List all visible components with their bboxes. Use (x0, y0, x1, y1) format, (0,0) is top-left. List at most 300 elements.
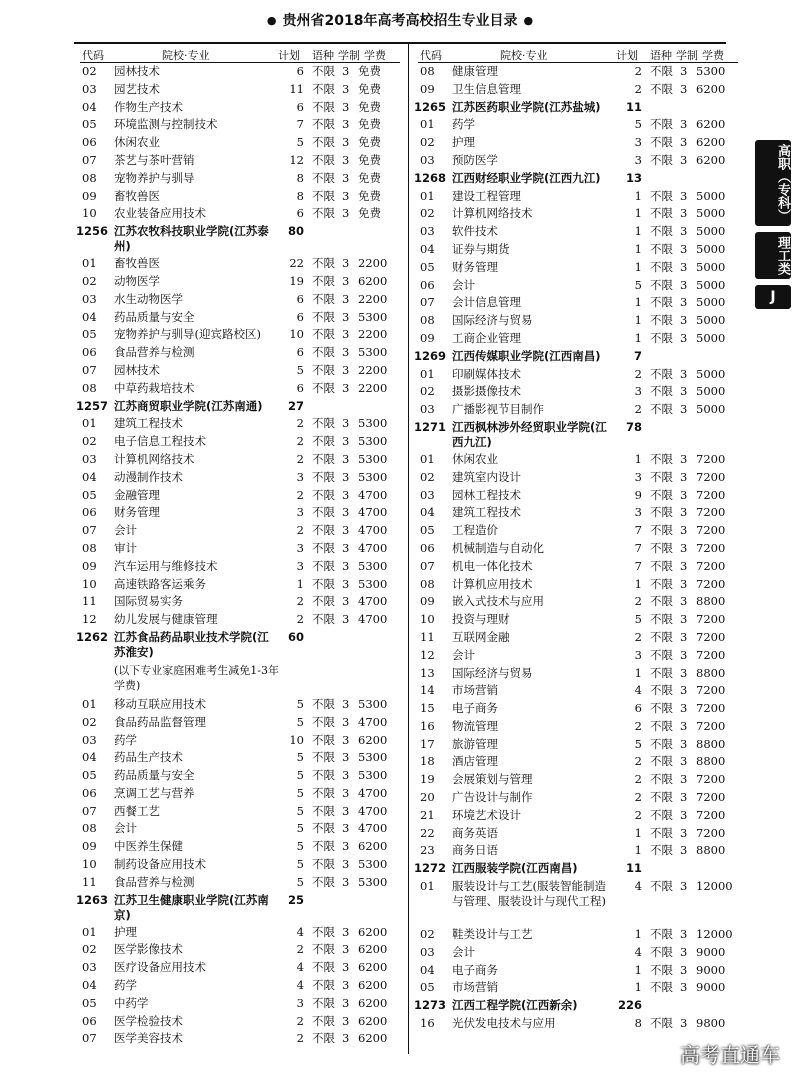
major-code: 13 (420, 665, 435, 680)
major-lang: 不限 (650, 402, 673, 417)
major-name: 宠物养护与驯导 (114, 170, 195, 185)
major-plan: 6 (296, 291, 304, 306)
major-lang: 不限 (312, 81, 335, 96)
major-plan: 6 (296, 345, 304, 360)
major-fee: 5300 (358, 309, 388, 324)
major-row (80, 433, 400, 451)
major-lang: 不限 (650, 206, 673, 221)
major-yrs: 3 (342, 469, 350, 484)
major-plan: 5 (296, 785, 304, 800)
major-yrs: 3 (342, 576, 350, 591)
major-code: 07 (82, 523, 97, 538)
major-fee: 免费 (358, 117, 381, 132)
major-plan: 3 (296, 505, 304, 520)
major-yrs: 3 (680, 523, 688, 538)
major-fee: 4700 (358, 594, 388, 609)
major-fee: 2200 (358, 380, 388, 395)
right-rows (414, 63, 738, 1033)
major-row (418, 188, 738, 206)
major-name: 护理 (452, 135, 475, 150)
major-yrs: 3 (342, 857, 350, 872)
school-row (76, 398, 400, 416)
major-yrs: 3 (342, 874, 350, 889)
major-fee: 7200 (696, 647, 726, 662)
major-lang: 不限 (312, 416, 335, 431)
major-plan: 3 (296, 995, 304, 1010)
major-code: 03 (420, 224, 435, 239)
major-row (80, 1030, 400, 1048)
major-name: 移动互联应用技术 (114, 696, 206, 711)
major-row (418, 540, 738, 558)
major-yrs: 3 (680, 1016, 688, 1031)
school-name: 江苏商贸职业学院(江苏南通) (114, 398, 263, 413)
major-plan: 4 (296, 960, 304, 975)
major-name: 农业装备应用技术 (114, 206, 206, 221)
major-fee: 9000 (696, 962, 726, 977)
major-code: 06 (82, 1013, 97, 1028)
major-row (80, 504, 400, 522)
school-note: (以下专业家庭困难考生减免1-3年学费) (114, 663, 280, 692)
major-code: 15 (420, 701, 435, 716)
major-row (418, 825, 738, 843)
major-name: 作物生产技术 (114, 99, 183, 114)
major-plan: 1 (634, 665, 642, 680)
major-plan: 8 (296, 170, 304, 185)
major-plan: 2 (634, 807, 642, 822)
major-row (418, 487, 738, 505)
major-yrs: 3 (342, 309, 350, 324)
major-name: 广播影视节目制作 (452, 402, 544, 417)
major-plan: 5 (296, 768, 304, 783)
major-plan: 7 (634, 558, 642, 573)
major-plan: 2 (296, 523, 304, 538)
major-name: 医学影像技术 (114, 942, 183, 957)
major-fee: 5300 (358, 750, 388, 765)
major-code: 06 (82, 135, 97, 150)
major-row (418, 451, 738, 469)
major-lang: 不限 (650, 980, 673, 995)
major-row (418, 504, 738, 522)
major-lang: 不限 (650, 825, 673, 840)
major-plan: 3 (296, 540, 304, 555)
major-fee: 8800 (696, 594, 726, 609)
major-plan: 4 (634, 879, 642, 894)
major-code: 05 (420, 259, 435, 274)
major-lang: 不限 (650, 117, 673, 132)
major-code: 04 (82, 750, 97, 765)
major-lang: 不限 (650, 683, 673, 698)
major-lang: 不限 (312, 487, 335, 502)
major-row (418, 593, 738, 611)
major-row (418, 134, 738, 152)
major-row (418, 611, 738, 629)
major-lang: 不限 (312, 960, 335, 975)
major-plan: 10 (289, 732, 304, 747)
major-lang: 不限 (650, 790, 673, 805)
major-yrs: 3 (680, 612, 688, 627)
major-lang: 不限 (650, 64, 673, 78)
major-name: 审计 (114, 540, 137, 555)
major-fee: 4700 (358, 612, 388, 627)
major-lang: 不限 (312, 188, 335, 203)
major-plan: 1 (634, 224, 642, 239)
major-code: 05 (82, 487, 97, 502)
major-fee: 5000 (696, 241, 726, 256)
major-row (80, 152, 400, 170)
major-fee: 2200 (358, 291, 388, 306)
school-plan: 13 (625, 170, 642, 185)
page-title: 贵州省2018年高考高校招生专业目录 (282, 13, 518, 29)
major-row (418, 522, 738, 540)
major-lang: 不限 (650, 665, 673, 680)
major-fee: 5000 (696, 384, 726, 399)
major-code: 08 (420, 313, 435, 328)
major-fee: 5000 (696, 295, 726, 310)
school-name: 江西服装学院(江西南昌) (452, 861, 578, 876)
major-plan: 19 (289, 273, 304, 288)
major-yrs: 3 (342, 978, 350, 993)
major-code: 11 (420, 629, 435, 644)
major-plan: 5 (296, 857, 304, 872)
school-plan: 226 (618, 998, 643, 1013)
major-plan: 5 (296, 839, 304, 854)
major-yrs: 3 (680, 313, 688, 328)
major-name: 园林技术 (114, 64, 160, 78)
major-yrs: 3 (680, 962, 688, 977)
major-yrs: 3 (680, 879, 688, 894)
major-fee: 7200 (696, 451, 726, 466)
major-name: 护理 (114, 924, 137, 939)
major-code: 12 (82, 612, 97, 627)
major-fee: 2200 (358, 256, 388, 271)
major-row (80, 522, 400, 540)
major-fee: 7200 (696, 718, 726, 733)
major-yrs: 3 (342, 1031, 350, 1046)
col-head-code: 代码 (82, 49, 104, 62)
major-lang: 不限 (650, 384, 673, 399)
major-name: 中医养生保健 (114, 839, 183, 854)
major-plan: 2 (296, 594, 304, 609)
major-name: 物流管理 (452, 718, 498, 733)
major-yrs: 3 (342, 416, 350, 431)
major-code: 16 (420, 1016, 435, 1031)
major-code: 06 (82, 345, 97, 360)
major-fee: 6200 (358, 995, 388, 1010)
major-lang: 不限 (312, 327, 335, 342)
major-fee: 6200 (696, 81, 726, 96)
school-plan: 27 (287, 398, 304, 413)
major-code: 04 (82, 469, 97, 484)
major-plan: 5 (296, 714, 304, 729)
major-lang: 不限 (312, 785, 335, 800)
major-code: 11 (82, 874, 97, 889)
major-lang: 不限 (312, 732, 335, 747)
major-code: 04 (82, 978, 97, 993)
major-yrs: 3 (342, 732, 350, 747)
major-fee: 免费 (358, 188, 381, 203)
major-code: 04 (420, 962, 435, 977)
school-code: 1268 (414, 170, 447, 185)
major-code: 10 (82, 206, 97, 221)
major-lang: 不限 (312, 924, 335, 939)
col-head-yrs: 学制 (338, 49, 360, 62)
major-row (418, 576, 738, 594)
major-fee: 4700 (358, 803, 388, 818)
major-name: 中草药栽培技术 (114, 380, 195, 395)
major-name: 嵌入式技术与应用 (452, 594, 544, 609)
major-code: 01 (420, 451, 435, 466)
major-lang: 不限 (650, 576, 673, 591)
major-fee: 7200 (696, 469, 726, 484)
major-code: 08 (82, 821, 97, 836)
major-name: 烹调工艺与营养 (114, 785, 195, 800)
major-code: 03 (82, 960, 97, 975)
major-fee: 6200 (358, 942, 388, 957)
major-name: 商务日语 (452, 843, 498, 858)
major-yrs: 3 (342, 291, 350, 306)
major-yrs: 3 (680, 206, 688, 221)
major-plan: 5 (296, 803, 304, 818)
major-name: 会计 (452, 647, 475, 662)
major-fee: 5300 (358, 696, 388, 711)
major-code: 01 (82, 924, 97, 939)
major-row (80, 415, 400, 433)
major-code: 01 (82, 416, 97, 431)
major-row (80, 874, 400, 892)
major-name: 建筑室内设计 (452, 469, 521, 484)
major-row (418, 665, 738, 683)
major-fee: 6200 (696, 117, 726, 132)
major-lang: 不限 (312, 978, 335, 993)
major-plan: 3 (634, 152, 642, 167)
major-yrs: 3 (342, 505, 350, 520)
major-fee: 8800 (696, 736, 726, 751)
major-fee: 5000 (696, 313, 726, 328)
major-yrs: 3 (680, 772, 688, 787)
major-name: 中药学 (114, 995, 149, 1010)
major-lang: 不限 (312, 576, 335, 591)
major-name: 食品药品监督管理 (114, 714, 206, 729)
major-name: 软件技术 (452, 224, 498, 239)
major-code: 09 (420, 330, 435, 345)
major-row (418, 1015, 738, 1033)
major-yrs: 3 (342, 135, 350, 150)
major-fee: 5300 (358, 768, 388, 783)
major-code: 04 (420, 505, 435, 520)
major-plan: 6 (296, 99, 304, 114)
school-code: 1265 (414, 99, 447, 114)
major-fee: 7200 (696, 825, 726, 840)
major-row (80, 767, 400, 785)
major-lang: 不限 (650, 295, 673, 310)
major-plan: 5 (296, 750, 304, 765)
major-yrs: 3 (680, 576, 688, 591)
major-fee: 2200 (358, 327, 388, 342)
major-code: 01 (420, 117, 435, 132)
major-row (80, 380, 400, 398)
major-row (80, 593, 400, 611)
major-row (418, 401, 738, 419)
major-yrs: 3 (680, 558, 688, 573)
major-yrs: 3 (342, 612, 350, 627)
major-lang: 不限 (650, 1016, 673, 1031)
major-code: 04 (82, 309, 97, 324)
major-fee: 4700 (358, 785, 388, 800)
major-name: 计算机网络技术 (114, 451, 195, 466)
major-yrs: 3 (342, 117, 350, 132)
major-plan: 10 (289, 327, 304, 342)
major-yrs: 3 (680, 117, 688, 132)
major-yrs: 3 (680, 135, 688, 150)
major-name: 商务英语 (452, 825, 498, 840)
major-name: 证券与期货 (452, 241, 510, 256)
major-row (80, 326, 400, 344)
left-rows (76, 63, 400, 1048)
major-yrs: 3 (342, 256, 350, 271)
major-code: 09 (82, 188, 97, 203)
major-row (418, 469, 738, 487)
major-code: 02 (82, 64, 97, 78)
major-yrs: 3 (342, 839, 350, 854)
major-lang: 不限 (312, 505, 335, 520)
major-name: 工商企业管理 (452, 330, 521, 345)
major-yrs: 3 (680, 64, 688, 78)
major-lang: 不限 (650, 523, 673, 538)
col-head-lang: 语种 (312, 49, 334, 62)
major-code: 05 (420, 523, 435, 538)
major-row (80, 696, 400, 714)
major-row (418, 259, 738, 277)
major-lang: 不限 (312, 152, 335, 167)
major-code: 03 (420, 152, 435, 167)
major-plan: 2 (296, 942, 304, 957)
major-plan: 6 (296, 380, 304, 395)
major-plan: 3 (296, 558, 304, 573)
school-plan: 11 (625, 861, 642, 876)
major-fee: 5000 (696, 224, 726, 239)
major-yrs: 3 (680, 330, 688, 345)
major-code: 02 (420, 206, 435, 221)
major-fee: 7200 (696, 558, 726, 573)
col-head-fee: 学费 (702, 49, 724, 62)
major-row (80, 451, 400, 469)
major-lang: 不限 (312, 64, 335, 78)
major-name: 健康管理 (452, 64, 498, 78)
major-lang: 不限 (312, 523, 335, 538)
major-fee: 2200 (358, 362, 388, 377)
major-name: 医疗设备应用技术 (114, 960, 206, 975)
major-code: 06 (82, 785, 97, 800)
major-row (418, 979, 738, 997)
major-code: 17 (420, 736, 435, 751)
major-code: 23 (420, 843, 435, 858)
major-name: 国际贸易实务 (114, 594, 183, 609)
major-lang: 不限 (312, 839, 335, 854)
major-yrs: 3 (680, 843, 688, 858)
major-lang: 不限 (312, 768, 335, 783)
major-fee: 6200 (358, 839, 388, 854)
major-code: 02 (420, 469, 435, 484)
major-fee: 5300 (358, 857, 388, 872)
major-row (80, 116, 400, 134)
major-code: 02 (82, 273, 97, 288)
major-yrs: 3 (342, 434, 350, 449)
major-code: 03 (82, 291, 97, 306)
major-fee: 6200 (358, 1013, 388, 1028)
major-fee: 4700 (358, 523, 388, 538)
major-name: 市场营销 (452, 683, 498, 698)
major-name: 畜牧兽医 (114, 188, 160, 203)
major-fee: 免费 (358, 64, 381, 78)
major-lang: 不限 (650, 188, 673, 203)
major-code: 20 (420, 790, 435, 805)
major-code: 08 (82, 170, 97, 185)
major-fee: 7200 (696, 807, 726, 822)
major-lang: 不限 (650, 754, 673, 769)
major-lang: 不限 (312, 362, 335, 377)
major-yrs: 3 (342, 81, 350, 96)
major-yrs: 3 (342, 942, 350, 957)
major-lang: 不限 (312, 451, 335, 466)
major-lang: 不限 (312, 558, 335, 573)
major-plan: 5 (634, 612, 642, 627)
major-lang: 不限 (312, 135, 335, 150)
major-code: 05 (420, 980, 435, 995)
major-name: 互联网金融 (452, 629, 510, 644)
major-plan: 2 (634, 629, 642, 644)
school-name: 江苏医药职业学院(江苏盐城) (452, 99, 601, 114)
side-tabs (754, 140, 792, 315)
major-plan: 2 (634, 64, 642, 78)
school-row (76, 223, 400, 255)
major-lang: 不限 (312, 821, 335, 836)
major-name: 工程造价 (452, 523, 498, 538)
major-code: 09 (82, 558, 97, 573)
major-name: 服装设计与工艺(服装智能制造与管理、服装设计与现代工程) (452, 879, 606, 909)
major-name: 国际经济与贸易 (452, 313, 533, 328)
major-plan: 2 (296, 612, 304, 627)
major-yrs: 3 (342, 960, 350, 975)
major-code: 19 (420, 772, 435, 787)
major-yrs: 3 (680, 647, 688, 662)
major-name: 鞋类设计与工艺 (452, 927, 533, 942)
major-code: 16 (420, 718, 435, 733)
major-lang: 不限 (650, 135, 673, 150)
major-row (418, 277, 738, 295)
major-name: 建筑工程技术 (114, 416, 183, 431)
major-code: 18 (420, 754, 435, 769)
major-yrs: 3 (342, 206, 350, 221)
major-name: 建筑工程技术 (452, 505, 521, 520)
major-lang: 不限 (650, 944, 673, 959)
major-code: 04 (82, 99, 97, 114)
major-fee: 6200 (358, 273, 388, 288)
major-yrs: 3 (342, 327, 350, 342)
major-yrs: 3 (342, 362, 350, 377)
major-lang: 不限 (650, 451, 673, 466)
school-name: 江西财经职业学院(江西九江) (452, 170, 601, 185)
major-plan: 1 (634, 241, 642, 256)
major-yrs: 3 (342, 995, 350, 1010)
col-head-lang: 语种 (650, 49, 672, 62)
major-code: 01 (420, 879, 435, 894)
col-head-fee: 学费 (364, 49, 386, 62)
school-row (76, 892, 400, 924)
school-code: 1273 (414, 998, 447, 1013)
major-row (80, 558, 400, 576)
major-row (418, 241, 738, 259)
major-name: 畜牧兽医 (114, 256, 160, 271)
